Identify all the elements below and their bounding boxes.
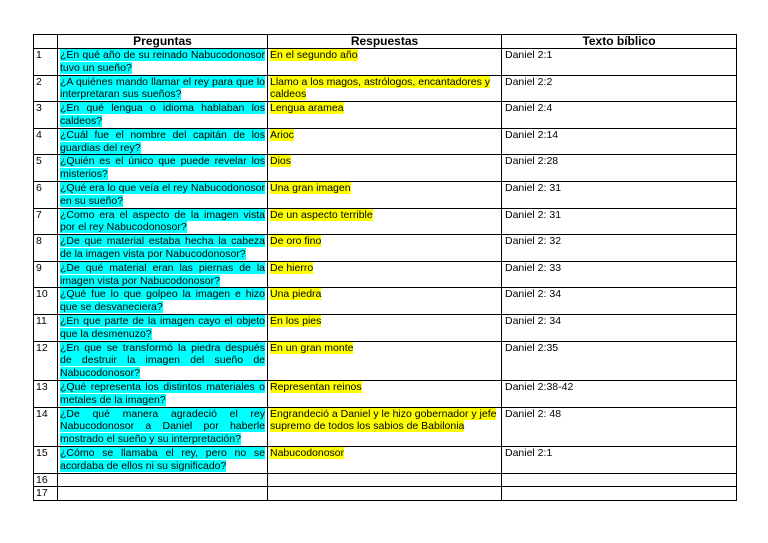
header-questions: Preguntas <box>58 35 268 49</box>
row-number: 9 <box>34 261 58 288</box>
table-row <box>34 261 737 288</box>
empty-cell <box>268 473 502 487</box>
question-cell <box>58 261 268 288</box>
table-row <box>34 208 737 235</box>
question-text: ¿En qué lengua o idioma hablaban los caldeos? <box>60 102 265 127</box>
empty-cell <box>58 473 268 487</box>
row-number: 12 <box>34 341 58 380</box>
question-cell <box>58 155 268 182</box>
question-cell <box>58 235 268 262</box>
row-number: 13 <box>34 380 58 407</box>
answer-text: En los pies <box>270 314 322 327</box>
question-cell <box>58 341 268 380</box>
table-row <box>34 235 737 262</box>
answer-text: De un aspecto terrible <box>270 208 373 221</box>
answer-text: Llamo a los magos, astrólogos, encantadores y caldeos <box>270 75 491 101</box>
question-text: ¿Qué era lo que veía el rey Nabucodonosor en su sueño? <box>60 181 265 207</box>
answer-cell <box>268 341 502 380</box>
row-number: 16 <box>34 473 58 487</box>
reference-cell: Daniel 2:35 <box>502 341 737 380</box>
row-number: 5 <box>34 155 58 182</box>
table-row <box>34 341 737 380</box>
table-body <box>34 49 737 501</box>
header-number <box>34 35 58 49</box>
answer-text: Dios <box>270 155 292 168</box>
reference-cell: Daniel 2: 33 <box>502 261 737 288</box>
answer-text: Lengua aramea <box>270 102 344 115</box>
question-text: ¿Como era el aspecto de la imagen vista por el rey Nabucodonosor? <box>60 208 265 234</box>
question-text: ¿Quién es el único que puede revelar los misterios? <box>60 155 265 181</box>
row-number: 6 <box>34 181 58 208</box>
reference-cell: Daniel 2:4 <box>502 102 737 129</box>
question-cell <box>58 49 268 76</box>
answer-text: Arioc <box>270 128 294 141</box>
answer-cell <box>268 288 502 315</box>
answer-cell <box>268 446 502 473</box>
answer-cell <box>268 49 502 76</box>
question-text: ¿Qué representa los distintos materiales o metales de la imagen? <box>60 380 265 406</box>
row-number: 17 <box>34 487 58 501</box>
answer-text: Engrandeció a Daniel y le hizo gobernador y jefe supremo de todos los sabios de Babilonia <box>270 407 497 433</box>
row-number: 14 <box>34 407 58 446</box>
question-text: ¿A quiénes mando llamar el rey para que lo interpretaran sus sueños? <box>60 75 265 101</box>
answer-cell <box>268 235 502 262</box>
empty-cell <box>502 487 737 501</box>
question-cell <box>58 208 268 235</box>
answer-text: En un gran monte <box>270 341 354 354</box>
question-cell <box>58 128 268 155</box>
answer-cell <box>268 314 502 341</box>
table-row <box>34 128 737 155</box>
answer-text: Representan reinos <box>270 380 362 393</box>
reference-cell: Daniel 2:2 <box>502 75 737 102</box>
row-number: 15 <box>34 446 58 473</box>
question-cell <box>58 181 268 208</box>
question-text: ¿Qué fue lo que golpeo la imagen e hizo que se desvaneciera? <box>60 288 265 314</box>
empty-row <box>34 473 737 487</box>
table-row <box>34 181 737 208</box>
row-number: 7 <box>34 208 58 235</box>
reference-cell: Daniel 2: 31 <box>502 208 737 235</box>
question-text: ¿En que se transformó la piedra después de destruir la imagen del sueño de Nabucodonosor? <box>60 341 265 380</box>
question-cell <box>58 75 268 102</box>
reference-cell: Daniel 2:38-42 <box>502 380 737 407</box>
answer-cell <box>268 155 502 182</box>
header-answers: Respuestas <box>268 35 502 49</box>
table-row <box>34 102 737 129</box>
question-cell <box>58 380 268 407</box>
reference-cell: Daniel 2:28 <box>502 155 737 182</box>
question-cell <box>58 288 268 315</box>
answer-text: De hierro <box>270 261 314 274</box>
question-text: ¿De que material estaba hecha la cabeza de la imagen vista por Nabucodonosor? <box>60 235 265 260</box>
table-row <box>34 155 737 182</box>
quiz-table <box>33 34 737 501</box>
empty-cell <box>502 473 737 487</box>
question-text: ¿En qué año de su reinado Nabucodonosor tuvo un sueño? <box>60 49 265 74</box>
question-cell <box>58 314 268 341</box>
table-row <box>34 49 737 76</box>
reference-cell: Daniel 2:14 <box>502 128 737 155</box>
question-text: ¿De qué manera agradeció el rey Nabucodonosor a Daniel por haberle mostrado el sueño y su interpretación? <box>60 407 265 446</box>
answer-text: Nabucodonosor <box>270 446 345 459</box>
answer-cell <box>268 181 502 208</box>
answer-cell <box>268 380 502 407</box>
reference-cell: Daniel 2: 31 <box>502 181 737 208</box>
table-row <box>34 75 737 102</box>
question-text: ¿Cuál fue el nombre del capitán de los guardias del rey? <box>60 128 265 154</box>
table-row <box>34 446 737 473</box>
answer-text: Una piedra <box>270 288 322 301</box>
question-text: ¿Cómo se llamaba el rey, pero no se acordaba de ellos ni su significado? <box>60 446 265 472</box>
question-text: ¿De qué material eran las piernas de la imagen vista por Nabucodonosor? <box>60 261 265 287</box>
question-cell <box>58 407 268 446</box>
answer-cell <box>268 261 502 288</box>
answer-cell <box>268 128 502 155</box>
row-number: 4 <box>34 128 58 155</box>
empty-cell <box>268 487 502 501</box>
row-number: 1 <box>34 49 58 76</box>
row-number: 3 <box>34 102 58 129</box>
answer-cell <box>268 102 502 129</box>
answer-cell <box>268 75 502 102</box>
answer-cell <box>268 208 502 235</box>
table-row <box>34 380 737 407</box>
question-cell <box>58 446 268 473</box>
table-row <box>34 314 737 341</box>
empty-cell <box>58 487 268 501</box>
reference-cell: Daniel 2: 34 <box>502 314 737 341</box>
answer-text: De oro fino <box>270 235 322 248</box>
table-row <box>34 407 737 446</box>
reference-cell: Daniel 2:1 <box>502 49 737 76</box>
reference-cell: Daniel 2: 34 <box>502 288 737 315</box>
row-number: 2 <box>34 75 58 102</box>
row-number: 8 <box>34 235 58 262</box>
question-text: ¿En que parte de la imagen cayo el objeto que la desmenuzo? <box>60 314 265 340</box>
table-row <box>34 288 737 315</box>
reference-cell: Daniel 2: 32 <box>502 235 737 262</box>
answer-text: En el segundo año <box>270 49 358 61</box>
answer-cell <box>268 407 502 446</box>
reference-cell: Daniel 2: 48 <box>502 407 737 446</box>
question-cell <box>58 102 268 129</box>
header-reference: Texto bíblico <box>502 35 737 49</box>
row-number: 10 <box>34 288 58 315</box>
reference-cell: Daniel 2:1 <box>502 446 737 473</box>
row-number: 11 <box>34 314 58 341</box>
empty-row <box>34 487 737 501</box>
answer-text: Una gran imagen <box>270 181 351 194</box>
header-row <box>34 35 737 49</box>
